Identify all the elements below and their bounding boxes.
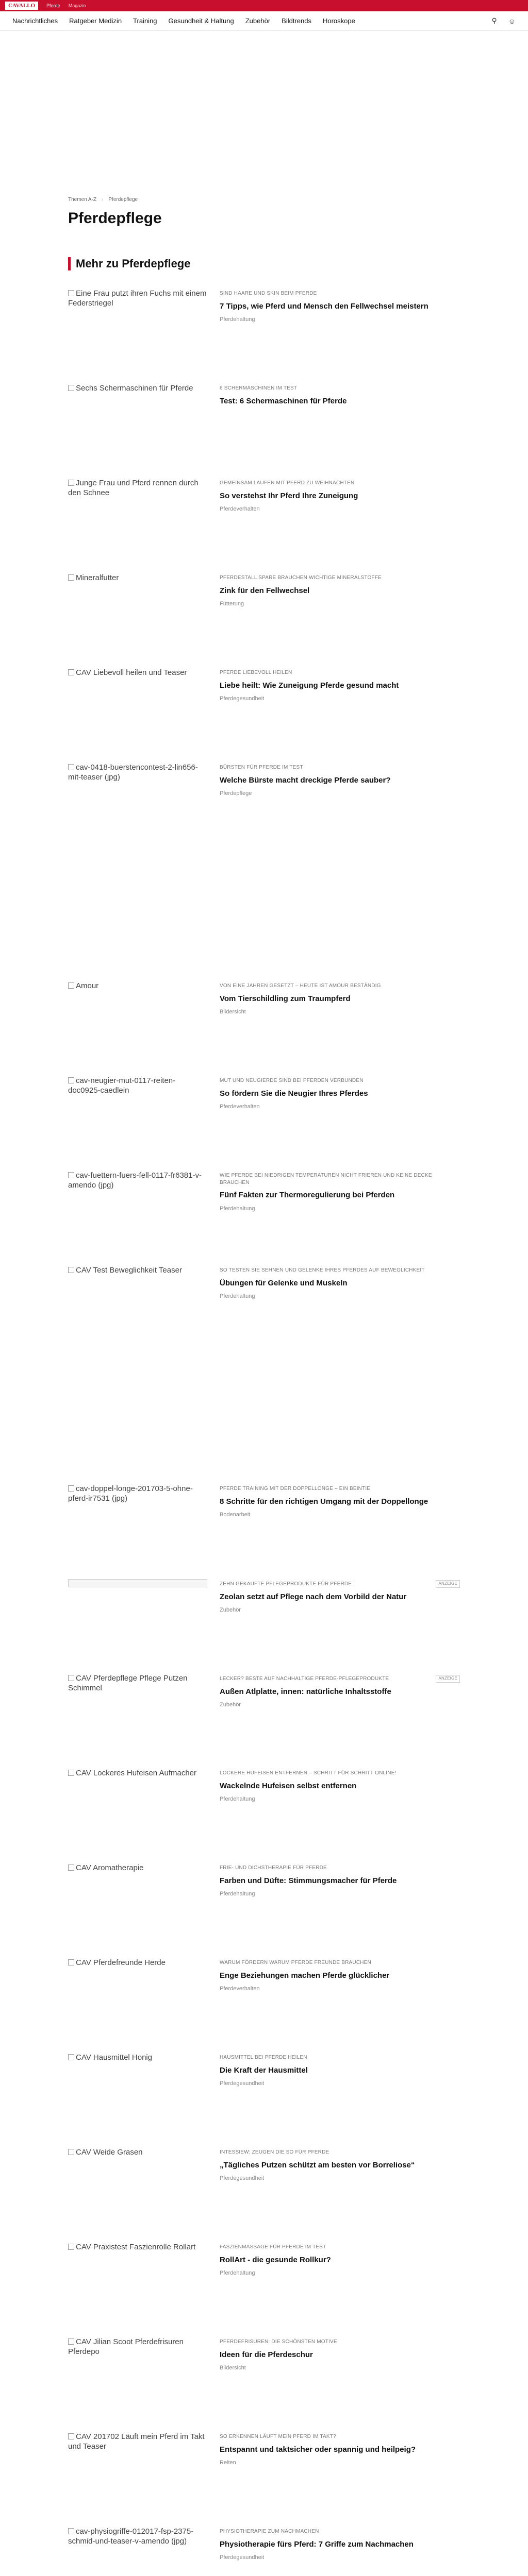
- article-list-3: [68, 1484, 460, 2576]
- broken-image-icon: [68, 574, 74, 581]
- article-teaser[interactable]: [68, 668, 460, 744]
- article-kicker-text: WARUM FÖRDERN WARUM PFERDE FREUNDE BRAUCHEN: [220, 1960, 371, 1965]
- article-meta: [220, 2053, 460, 2129]
- ad-space-2: [68, 1361, 460, 1484]
- article-headline[interactable]: Entspannt und taktsicher oder spannig und heilpeig?: [220, 2445, 416, 2454]
- article-kicker-text: ZEHN GEKAUFTE PFLEGEPRODUKTE FÜR PFERDE: [220, 1581, 352, 1587]
- article-headline[interactable]: Zink für den Fellwechsel: [220, 586, 310, 595]
- article-teaser[interactable]: [68, 763, 460, 839]
- broken-image-icon: [68, 2528, 74, 2534]
- broken-image-icon: [68, 1865, 74, 1871]
- nav-item-nachrichtliches[interactable]: Nachrichtliches: [12, 17, 58, 25]
- page-title: Pferdepflege: [68, 210, 162, 227]
- site-logo[interactable]: CAVALLO: [5, 2, 38, 10]
- broken-image-icon: [68, 1267, 74, 1273]
- image-alt-text: cav-fuettern-fuers-fell-0117-fr6381-v-amendo (jpg): [68, 1171, 202, 1190]
- image-alt-text: cav-neugier-mut-0117-reiten-doc0925-caedlein: [68, 1076, 176, 1095]
- article-kicker-text: MUT UND NEUGIERDE SIND BEI PFERDEN VERBUNDEN: [220, 1078, 364, 1083]
- broken-image-icon: [68, 2338, 74, 2345]
- breadcrumb: [68, 31, 460, 202]
- article-meta: [220, 1674, 460, 1750]
- article-headline[interactable]: 7 Tipps, wie Pferd und Mensch den Fellwechsel meistern: [220, 301, 428, 311]
- top-bar: [0, 0, 528, 11]
- topbar-link-magazin[interactable]: Magazin: [68, 3, 86, 8]
- article-teaser[interactable]: [68, 384, 460, 460]
- article-teaser[interactable]: [68, 2243, 460, 2319]
- article-meta: [220, 289, 460, 365]
- article-image[interactable]: [68, 2243, 207, 2311]
- article-category[interactable]: Pferdehaltung: [220, 2270, 255, 2276]
- article-kicker-text: FASZIENMASSAGE FÜR PFERDE IM TEST: [220, 2244, 326, 2250]
- article-kicker-text: SO ERKENNEN LÄUFT MEIN PFERD IM TAKT?: [220, 2434, 336, 2439]
- search-icon[interactable]: ⚲: [491, 16, 497, 25]
- image-alt-text: cav-doppel-longe-201703-5-ohne-pferd-ir7531 (jpg): [68, 1484, 193, 1503]
- article-headline[interactable]: So verstehst Ihr Pferd Ihre Zuneigung: [220, 491, 358, 500]
- article-kicker: [220, 1077, 460, 1084]
- article-teaser[interactable]: [68, 1769, 460, 1845]
- section-header: [68, 257, 460, 270]
- article-headline[interactable]: Die Kraft der Hausmittel: [220, 2065, 308, 2075]
- article-kicker: [220, 2244, 460, 2251]
- article-teaser[interactable]: [68, 1484, 460, 1561]
- nav-item-zubehoer[interactable]: Zubehör: [245, 17, 271, 25]
- nav-item-training[interactable]: Training: [133, 17, 157, 25]
- article-kicker: [220, 1485, 460, 1493]
- article-teaser[interactable]: [68, 1076, 460, 1153]
- broken-image-icon: [68, 1770, 74, 1776]
- nav-item-bildtrends[interactable]: Bildtrends: [282, 17, 311, 25]
- article-category[interactable]: Fütterung: [220, 601, 244, 607]
- broken-image-icon: [68, 2054, 74, 2060]
- article-meta: [220, 1076, 460, 1153]
- article-kicker-text: INTESSIEW: ZEUGEN DIE SO FÜR PFERDE: [220, 2149, 329, 2155]
- article-teaser[interactable]: [68, 479, 460, 555]
- article-kicker: [220, 574, 460, 582]
- article-kicker-text: PFERDESTALL SPARE BRAUCHEN WICHTIGE MINERALSTOFFE: [220, 575, 382, 581]
- article-image[interactable]: [68, 1266, 207, 1334]
- article-image[interactable]: [68, 1171, 207, 1239]
- broken-image-icon: [68, 1077, 74, 1083]
- article-kicker: [220, 1675, 460, 1683]
- article-kicker-text: LECKER? BESTE AUF NACHHALTIGE PFERDE-PFLEGEPRODUKTE: [220, 1675, 389, 1682]
- article-meta: [220, 1579, 460, 1655]
- article-image[interactable]: [68, 1769, 207, 1837]
- section-accent-bar: [68, 257, 71, 270]
- article-image[interactable]: [68, 2527, 207, 2576]
- article-category[interactable]: Pferdeverhalten: [220, 1104, 260, 1110]
- article-headline[interactable]: Wackelnde Hufeisen selbst entfernen: [220, 1781, 357, 1790]
- image-alt-text: CAV Praxistest Faszienrolle Rollart: [76, 2243, 196, 2251]
- nav-item-ratgeber-medizin[interactable]: Ratgeber Medizin: [69, 17, 122, 25]
- article-teaser[interactable]: [68, 2148, 460, 2224]
- article-category[interactable]: Pferdegesundheit: [220, 2175, 265, 2181]
- article-kicker: [220, 2054, 460, 2061]
- article-headline[interactable]: 8 Schritte für den richtigen Umgang mit der Doppellonge: [220, 1497, 428, 1506]
- article-teaser[interactable]: [68, 1863, 460, 1940]
- ad-badge: ANZEIGE: [436, 1580, 460, 1588]
- article-teaser[interactable]: [68, 1266, 460, 1342]
- article-teaser[interactable]: [68, 2337, 460, 2414]
- breadcrumb-separator: ›: [102, 197, 104, 202]
- broken-image-icon: [68, 2433, 74, 2439]
- article-headline[interactable]: Physiotherapie fürs Pferd: 7 Griffe zum Nachmachen: [220, 2539, 414, 2549]
- broken-image-icon: [68, 982, 74, 989]
- article-kicker: [220, 480, 460, 487]
- article-headline[interactable]: Außen Atlplatte, innen: natürliche Inhaltsstoffe: [220, 1687, 391, 1696]
- image-alt-text: CAV Weide Grasen: [76, 2148, 143, 2157]
- article-meta: [220, 2432, 460, 2509]
- article-category[interactable]: Pferdeverhalten: [220, 1986, 260, 1992]
- topbar-link-pferde[interactable]: Pferde: [46, 3, 60, 8]
- article-headline[interactable]: Test: 6 Schermaschinen für Pferde: [220, 396, 347, 405]
- ad-space: [68, 858, 460, 981]
- article-category[interactable]: Reiten: [220, 2460, 236, 2466]
- image-alt-text: CAV Hausmittel Honig: [76, 2053, 153, 2062]
- article-headline[interactable]: Enge Beziehungen machen Pferde glücklicher: [220, 1971, 390, 1980]
- image-alt-text: CAV Pferdefreunde Herde: [76, 1958, 166, 1967]
- article-category[interactable]: Bildersicht: [220, 2365, 246, 2371]
- image-alt-text: CAV Liebevoll heilen und Teaser: [76, 668, 187, 677]
- article-category[interactable]: Zubehör: [220, 1607, 241, 1614]
- article-headline[interactable]: „Tägliches Putzen schützt am besten vor Borreliose“: [220, 2160, 415, 2170]
- article-kicker: [220, 1770, 460, 1777]
- article-kicker: [220, 2433, 460, 2441]
- article-image[interactable]: [68, 2337, 207, 2405]
- article-headline[interactable]: Fünf Fakten zur Thermoregulierung bei Pferden: [220, 1191, 395, 1199]
- broken-image-icon: [68, 2149, 74, 2155]
- article-teaser[interactable]: [68, 2527, 460, 2576]
- article-meta: [220, 2337, 460, 2414]
- broken-image-icon: [68, 764, 74, 770]
- article-image[interactable]: [68, 289, 207, 357]
- breadcrumb-current: Pferdepflege: [108, 197, 138, 202]
- article-headline[interactable]: So fördern Sie die Neugier Ihres Pferdes: [220, 1089, 368, 1098]
- article-kicker: [220, 2338, 460, 2346]
- article-kicker-text: SO TESTEN SIE SEHNEN UND GELENKE IHRES PFERDES AUF BEWEGLICHKEIT: [220, 1267, 425, 1273]
- article-category[interactable]: Zubehör: [220, 1702, 241, 1708]
- article-kicker-text: WIE PFERDE BEI NIEDRIGEN TEMPERATUREN NICHT FRIEREN UND KEINE DECKE BRAUCHEN: [220, 1173, 432, 1185]
- article-kicker-text: PHYSIOTHERAPIE ZUM NACHMACHEN: [220, 2529, 319, 2534]
- image-alt-text: CAV Pferdepflege Pflege Putzen Schimmel: [68, 1674, 188, 1692]
- article-kicker: [220, 669, 460, 676]
- article-list-2: [68, 981, 460, 1342]
- article-headline[interactable]: Farben und Düfte: Stimmungsmacher für Pferde: [220, 1876, 397, 1885]
- article-meta: [220, 479, 460, 555]
- article-headline[interactable]: Übungen für Gelenke und Muskeln: [220, 1278, 348, 1287]
- article-teaser[interactable]: [68, 1171, 460, 1247]
- article-image[interactable]: [68, 981, 207, 1049]
- article-kicker: [220, 982, 460, 990]
- article-meta: [220, 2527, 460, 2576]
- article-headline[interactable]: Vom Tierschildling zum Traumpferd: [220, 994, 351, 1003]
- article-image[interactable]: [68, 1484, 207, 1552]
- article-kicker-text: LOCKERE HUFEISEN ENTFERNEN – SCHRITT FÜR SCHRITT ONLINE!: [220, 1770, 397, 1776]
- article-meta: [220, 1266, 460, 1342]
- article-kicker: [220, 1267, 460, 1274]
- image-alt-text: CAV Jilian Scoot Pferdefrisuren Pferdepo: [68, 2337, 184, 2356]
- article-kicker: [220, 1172, 460, 1186]
- article-headline[interactable]: Ideen für die Pferdeschur: [220, 2350, 313, 2359]
- article-kicker-text: HAUSMITTEL BEI PFERDE HEILEN: [220, 2055, 307, 2060]
- article-kicker: [220, 1959, 460, 1967]
- broken-image-icon: [68, 385, 74, 391]
- article-category[interactable]: Pferdepflege: [220, 790, 252, 796]
- article-category[interactable]: Bildersicht: [220, 1009, 246, 1015]
- article-teaser[interactable]: [68, 1958, 460, 2035]
- broken-image-icon: [68, 669, 74, 675]
- article-meta: [220, 1863, 460, 1940]
- article-image[interactable]: [68, 384, 207, 452]
- article-kicker-text: VON EINE JAHREN GESETZT – HEUTE IST AMOUR BESTÄNDIG: [220, 983, 381, 989]
- image-alt-text: Amour: [76, 981, 99, 990]
- image-alt-text: CAV Aromatherapie: [76, 1863, 144, 1872]
- image-alt-text: CAV 201702 Läuft mein Pferd im Takt und Teaser: [68, 2432, 205, 2451]
- article-teaser[interactable]: [68, 573, 460, 650]
- section-title: Mehr zu Pferdepflege: [76, 257, 191, 270]
- article-kicker-text: GEMEINSAM LAUFEN MIT PFERD ZU WEIHNACHTEN: [220, 480, 355, 486]
- article-teaser[interactable]: [68, 289, 460, 365]
- article-teaser[interactable]: [68, 1579, 460, 1655]
- article-kicker-text: FRIE- UND DICHSTHERAPIE FÜR PFERDE: [220, 1865, 327, 1871]
- broken-image-icon: [68, 1172, 74, 1178]
- article-category[interactable]: Bodenarbeit: [220, 1512, 251, 1518]
- broken-image-icon: [68, 2244, 74, 2250]
- article-category[interactable]: Pferdehaltung: [220, 1293, 255, 1299]
- image-alt-text: cav-0418-buerstencontest-2-lin656-mit-teaser (jpg): [68, 763, 198, 782]
- article-headline[interactable]: RollArt - die gesunde Rollkur?: [220, 2255, 331, 2264]
- article-image[interactable]: [68, 763, 207, 831]
- article-image[interactable]: [68, 573, 207, 641]
- article-meta: [220, 668, 460, 744]
- article-teaser[interactable]: [68, 2053, 460, 2129]
- article-category[interactable]: Pferdehaltung: [220, 1796, 255, 1802]
- article-image[interactable]: [68, 2432, 207, 2500]
- user-icon[interactable]: ☺: [508, 16, 516, 25]
- article-headline[interactable]: Zeolan setzt auf Pflege nach dem Vorbild der Natur: [220, 1592, 407, 1601]
- article-image[interactable]: [68, 668, 207, 736]
- article-kicker-text: PFERDE TRAINING MIT DER DOPPELLONGE – EIN BEINTIE: [220, 1486, 371, 1492]
- broken-image-icon: [68, 1485, 74, 1492]
- article-meta: [220, 384, 460, 460]
- image-alt-text: Sechs Schermaschinen für Pferde: [76, 384, 193, 393]
- article-category[interactable]: Pferdehaltung: [220, 316, 255, 323]
- article-image[interactable]: [68, 1674, 207, 1742]
- article-headline[interactable]: Liebe heilt: Wie Zuneigung Pferde gesund macht: [220, 681, 399, 690]
- article-meta: [220, 2148, 460, 2224]
- article-kicker-text: PFERDE LIEBEVOLL HEILEN: [220, 670, 292, 675]
- article-teaser[interactable]: [68, 981, 460, 1058]
- article-kicker: [220, 2149, 460, 2156]
- article-category[interactable]: Pferdegesundheit: [220, 2554, 265, 2561]
- article-kicker-text: SIND HAARE UND SKIN BEIM PFERDE: [220, 291, 317, 296]
- broken-image-icon: [68, 290, 74, 296]
- article-kicker-text: PFERDEFRISUREN: DIE SCHÖNSTEN MOTIVE: [220, 2339, 337, 2345]
- image-alt-text: Eine Frau putzt ihren Fuchs mit einem Federstriegel: [68, 289, 207, 308]
- broken-image-icon: [68, 480, 74, 486]
- article-meta: [220, 1958, 460, 2035]
- article-kicker-text: BÜRSTEN FÜR PFERDE IM TEST: [220, 765, 303, 770]
- article-category[interactable]: Pferdegesundheit: [220, 2080, 265, 2087]
- article-image[interactable]: [68, 2053, 207, 2121]
- image-alt-text: Mineralfutter: [76, 573, 119, 582]
- article-image[interactable]: [68, 2148, 207, 2216]
- nav-item-gesundheit-haltung[interactable]: Gesundheit & Haltung: [168, 17, 234, 25]
- article-meta: [220, 1769, 460, 1845]
- article-teaser[interactable]: [68, 1674, 460, 1750]
- article-category[interactable]: Pferdehaltung: [220, 1205, 255, 1212]
- article-kicker: [220, 1865, 460, 1872]
- article-meta: [220, 981, 460, 1058]
- article-meta: [220, 1171, 460, 1247]
- article-kicker: [220, 290, 460, 297]
- image-alt-text: CAV Test Beweglichkeit Teaser: [76, 1266, 182, 1275]
- article-image[interactable]: [68, 1958, 207, 2026]
- article-kicker: [220, 1580, 460, 1588]
- article-image[interactable]: [68, 1579, 207, 1587]
- article-meta: [220, 2243, 460, 2319]
- breadcrumb-themen[interactable]: Themen A-Z: [68, 197, 97, 202]
- ad-badge: ANZEIGE: [436, 1675, 460, 1683]
- article-category[interactable]: Pferdehaltung: [220, 1891, 255, 1897]
- article-headline[interactable]: Welche Bürste macht dreckige Pferde sauber?: [220, 775, 391, 785]
- nav-item-horoskope[interactable]: Horoskope: [322, 17, 355, 25]
- main-nav: [0, 11, 528, 31]
- main-content: [68, 31, 460, 2576]
- broken-image-icon: [68, 1675, 74, 1681]
- article-category[interactable]: Pferdeverhalten: [220, 506, 260, 512]
- article-image[interactable]: [68, 479, 207, 547]
- article-meta: [220, 763, 460, 839]
- article-image[interactable]: [68, 1863, 207, 1931]
- image-alt-text: CAV Lockeres Hufeisen Aufmacher: [76, 1769, 197, 1777]
- article-kicker: [220, 764, 460, 771]
- article-meta: [220, 573, 460, 650]
- article-kicker: [220, 2528, 460, 2535]
- image-alt-text: Junge Frau und Pferd rennen durch den Schnee: [68, 479, 199, 497]
- article-teaser[interactable]: [68, 2432, 460, 2509]
- broken-image-icon: [68, 1959, 74, 1965]
- article-category[interactable]: Pferdegesundheit: [220, 696, 265, 702]
- article-kicker: [220, 385, 460, 392]
- article-kicker-text: 6 SCHERMASCHINEN IM TEST: [220, 385, 298, 391]
- article-list-1: [68, 289, 460, 839]
- image-alt-text: cav-physiogriffe-012017-fsp-2375-schmid-und-teaser-v-amendo (jpg): [68, 2527, 194, 2546]
- article-meta: [220, 1484, 460, 1561]
- article-image[interactable]: [68, 1076, 207, 1144]
